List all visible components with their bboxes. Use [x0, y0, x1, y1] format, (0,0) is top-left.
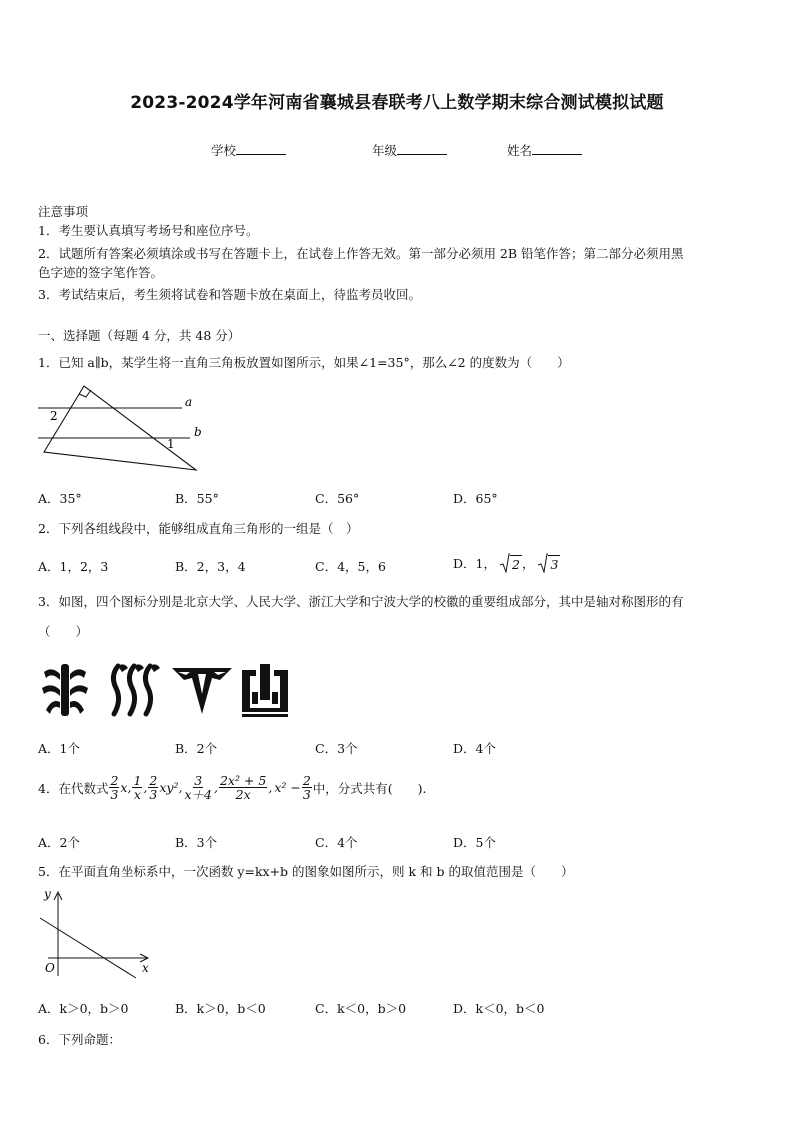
name-blank — [532, 142, 582, 155]
fraction-1-num: 2 — [110, 773, 119, 788]
notice-item-1: 1．考生要认真填写考场号和座位序号。 — [38, 223, 259, 238]
q5-option-d: D．k＜0，b＜0 — [453, 1001, 545, 1016]
school-label: 学校 — [211, 143, 237, 158]
fraction-2-den: x — [133, 787, 141, 802]
q3-line-1: 3．如图，四个图标分别是北京大学、人民大学、浙江大学和宁波大学的校徽的重要组成部分，其中是轴对称图形的有 — [38, 594, 684, 609]
sqrt-3 — [538, 553, 560, 573]
q4-prefix: 4．在代数式 — [38, 780, 109, 796]
peking-university-logo-icon — [40, 662, 90, 718]
label-b: b — [194, 425, 202, 439]
q4-option-a: A．2个 — [38, 835, 80, 850]
fraction-3-num: 2 — [149, 773, 158, 788]
fraction-1 — [109, 774, 119, 801]
term-6-prefix: x² − — [274, 780, 301, 795]
q2-option-a: A．1，2，3 — [38, 559, 109, 574]
q4-suffix: 中，分式共有( ). — [312, 780, 427, 796]
name-label: 姓名 — [507, 143, 533, 158]
x-axis-label: x — [142, 961, 149, 975]
term-5: , — [268, 780, 273, 795]
label-a: a — [185, 395, 193, 409]
term-1: x, — [120, 780, 132, 795]
term-2: , — [143, 780, 148, 795]
q2-option-d-prefix: D．1， — [453, 556, 496, 571]
q3-option-b: B．2个 — [175, 741, 218, 756]
q2-option-d-sep: ， — [521, 556, 535, 571]
sqrt-2-value: 2 — [511, 557, 520, 572]
notice-item-2: 2．试题所有答案必须填涂或书写在答题卡上，在试卷上作答无效。第一部分必须用 2B 铅笔作答；第二部分必须用黑 — [38, 246, 684, 261]
label-angle-1: 1 — [167, 437, 175, 451]
school-field — [211, 142, 286, 159]
sqrt-2 — [500, 553, 522, 573]
notice-item-3: 3．考试结束后，考生须将试卷和答题卡放在桌面上，待监考员收回。 — [38, 287, 421, 302]
q3-option-d: D．4个 — [453, 741, 496, 756]
fraction-6-den: 3 — [302, 787, 311, 802]
grade-label: 年级 — [372, 143, 398, 158]
origin-label: O — [45, 961, 55, 975]
renmin-university-logo-icon — [104, 662, 164, 718]
fraction-5-den: 2x — [235, 787, 251, 802]
q1-text: 1．已知 a∥b，某学生将一直角三角板放置如图所示，如果∠1=35°，那么∠2 的度数为（ ） — [38, 355, 570, 370]
radical-icon — [500, 553, 510, 573]
q5-option-a: A．k＞0，b＞0 — [38, 1001, 129, 1016]
q5-option-b: B．k＞0，b＜0 — [175, 1001, 266, 1016]
fraction-3 — [148, 774, 158, 801]
q5-text: 5．在平面直角坐标系中，一次函数 y=kx+b 的图象如图所示，则 k 和 b 的取值范围是（ ） — [38, 864, 574, 879]
term-4: , — [213, 780, 218, 795]
q6-text: 6．下列命题： — [38, 1032, 121, 1047]
q3-option-c: C．3个 — [315, 741, 358, 756]
page-title: 2023-2024学年河南省襄城县春联考八上数学期末综合测试模拟试题 — [130, 93, 664, 113]
fraction-5-num: 2x² + 5 — [219, 773, 267, 788]
radical-icon — [538, 553, 548, 573]
grade-field — [372, 142, 447, 159]
fraction-4-num: 3 — [194, 773, 203, 788]
fraction-2-num: 1 — [133, 773, 142, 788]
q1-option-d: D．65° — [453, 491, 498, 506]
fraction-6 — [302, 774, 312, 801]
fraction-2 — [132, 774, 142, 801]
q1-option-c: C．56° — [315, 491, 360, 506]
q5-figure — [36, 886, 156, 980]
name-field — [507, 142, 582, 159]
fraction-5 — [219, 774, 267, 801]
q3-line-2: （ ） — [38, 624, 89, 639]
triangle — [44, 386, 196, 470]
q4-option-b: B．3个 — [175, 835, 218, 850]
term-3: xy², — [159, 780, 183, 795]
sqrt-3-value: 3 — [550, 557, 559, 572]
q2-option-c: C．4，5，6 — [315, 559, 386, 574]
label-angle-2: 2 — [50, 409, 58, 423]
q4-option-d: D．5个 — [453, 835, 496, 850]
fraction-3-den: 3 — [149, 787, 158, 802]
q4-option-c: C．4个 — [315, 835, 358, 850]
fraction-1-den: 3 — [110, 787, 119, 802]
fraction-4 — [183, 774, 213, 801]
grade-blank — [397, 142, 447, 155]
y-axis-label: y — [44, 887, 51, 901]
q5-option-c: C．k＜0，b＞0 — [315, 1001, 407, 1016]
section-heading: 一、选择题（每题 4 分，共 48 分） — [38, 328, 241, 343]
q2-option-d — [453, 553, 560, 573]
school-blank — [236, 142, 286, 155]
q3-option-a: A．1个 — [38, 741, 80, 756]
fraction-4-den: x＋4 — [184, 787, 212, 802]
q1-figure — [36, 384, 212, 476]
fraction-6-num: 2 — [302, 773, 311, 788]
q1-option-b: B．55° — [175, 491, 219, 506]
notice-heading: 注意事项 — [38, 204, 89, 219]
notice-item-2-cont: 色字迹的签字笔作答。 — [38, 265, 164, 280]
zhejiang-university-logo-icon — [172, 664, 232, 716]
q4-expression — [38, 774, 427, 801]
ningbo-university-logo-icon — [240, 662, 290, 718]
q1-option-a: A．35° — [38, 491, 82, 506]
q2-option-b: B．2，3，4 — [175, 559, 246, 574]
q2-text: 2．下列各组线段中，能够组成直角三角形的一组是（ ） — [38, 521, 359, 536]
